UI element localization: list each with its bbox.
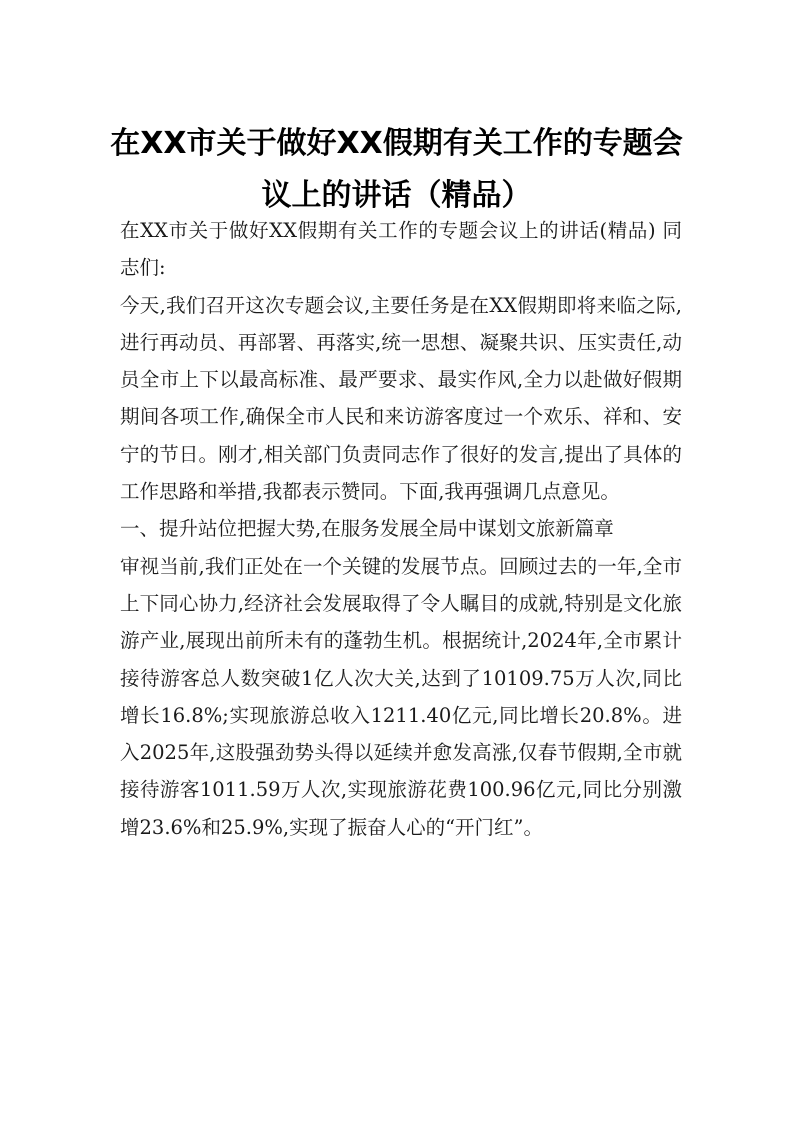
section-heading-1: 一、提升站位把握大势,在服务发展全局中谋划文旅新篇章	[120, 517, 614, 541]
title-line-1: 在XX市关于做好XX假期有关工作的专题会	[110, 126, 683, 161]
title-line-2: 议上的讲话（精品）	[261, 178, 532, 213]
paragraph-opening: 今天,我们召开这次专题会议,主要任务是在XX假期即将来临之际,进行再动员、再部署、再落实,统一思想、凝聚共识、压实责任,动员全市上下以最高标准、最严要求、最实作风,全力以赴做好假期期间各项工作,确保全市人民和来访游客度过一个欢乐、祥和、安宁的节日。刚才,相关部门负责同志作了很好的发言,提出了具体的工作思路和举措,我都表示赞同。下面,我再强调几点意见。	[120, 293, 682, 504]
paragraph-review: 审视当前,我们正处在一个关键的发展节点。回顾过去的一年,全市上下同心协力,经济社会发展取得了令人瞩目的成就,特别是文化旅游产业,展现出前所未有的蓬勃生机。根据统计,2024年,全市累计接待游客总人数突破1亿人次大关,达到了10109.75万人次,同比增长16.8%;实现旅游总收入1211.40亿元,同比增长20.8%。进入2025年,这股强劲势头得以延续并愈发高涨,仅春节假期,全市就接待游客1011.59万人次,实现旅游花费100.96亿元,同比分别激增23.6%和25.9%,实现了振奋人心的“开门红”。	[120, 554, 682, 839]
document-title	[90, 118, 703, 222]
paragraph-intro: 在XX市关于做好XX假期有关工作的专题会议上的讲话(精品) 同志们:	[120, 219, 682, 280]
document-body	[120, 212, 682, 846]
